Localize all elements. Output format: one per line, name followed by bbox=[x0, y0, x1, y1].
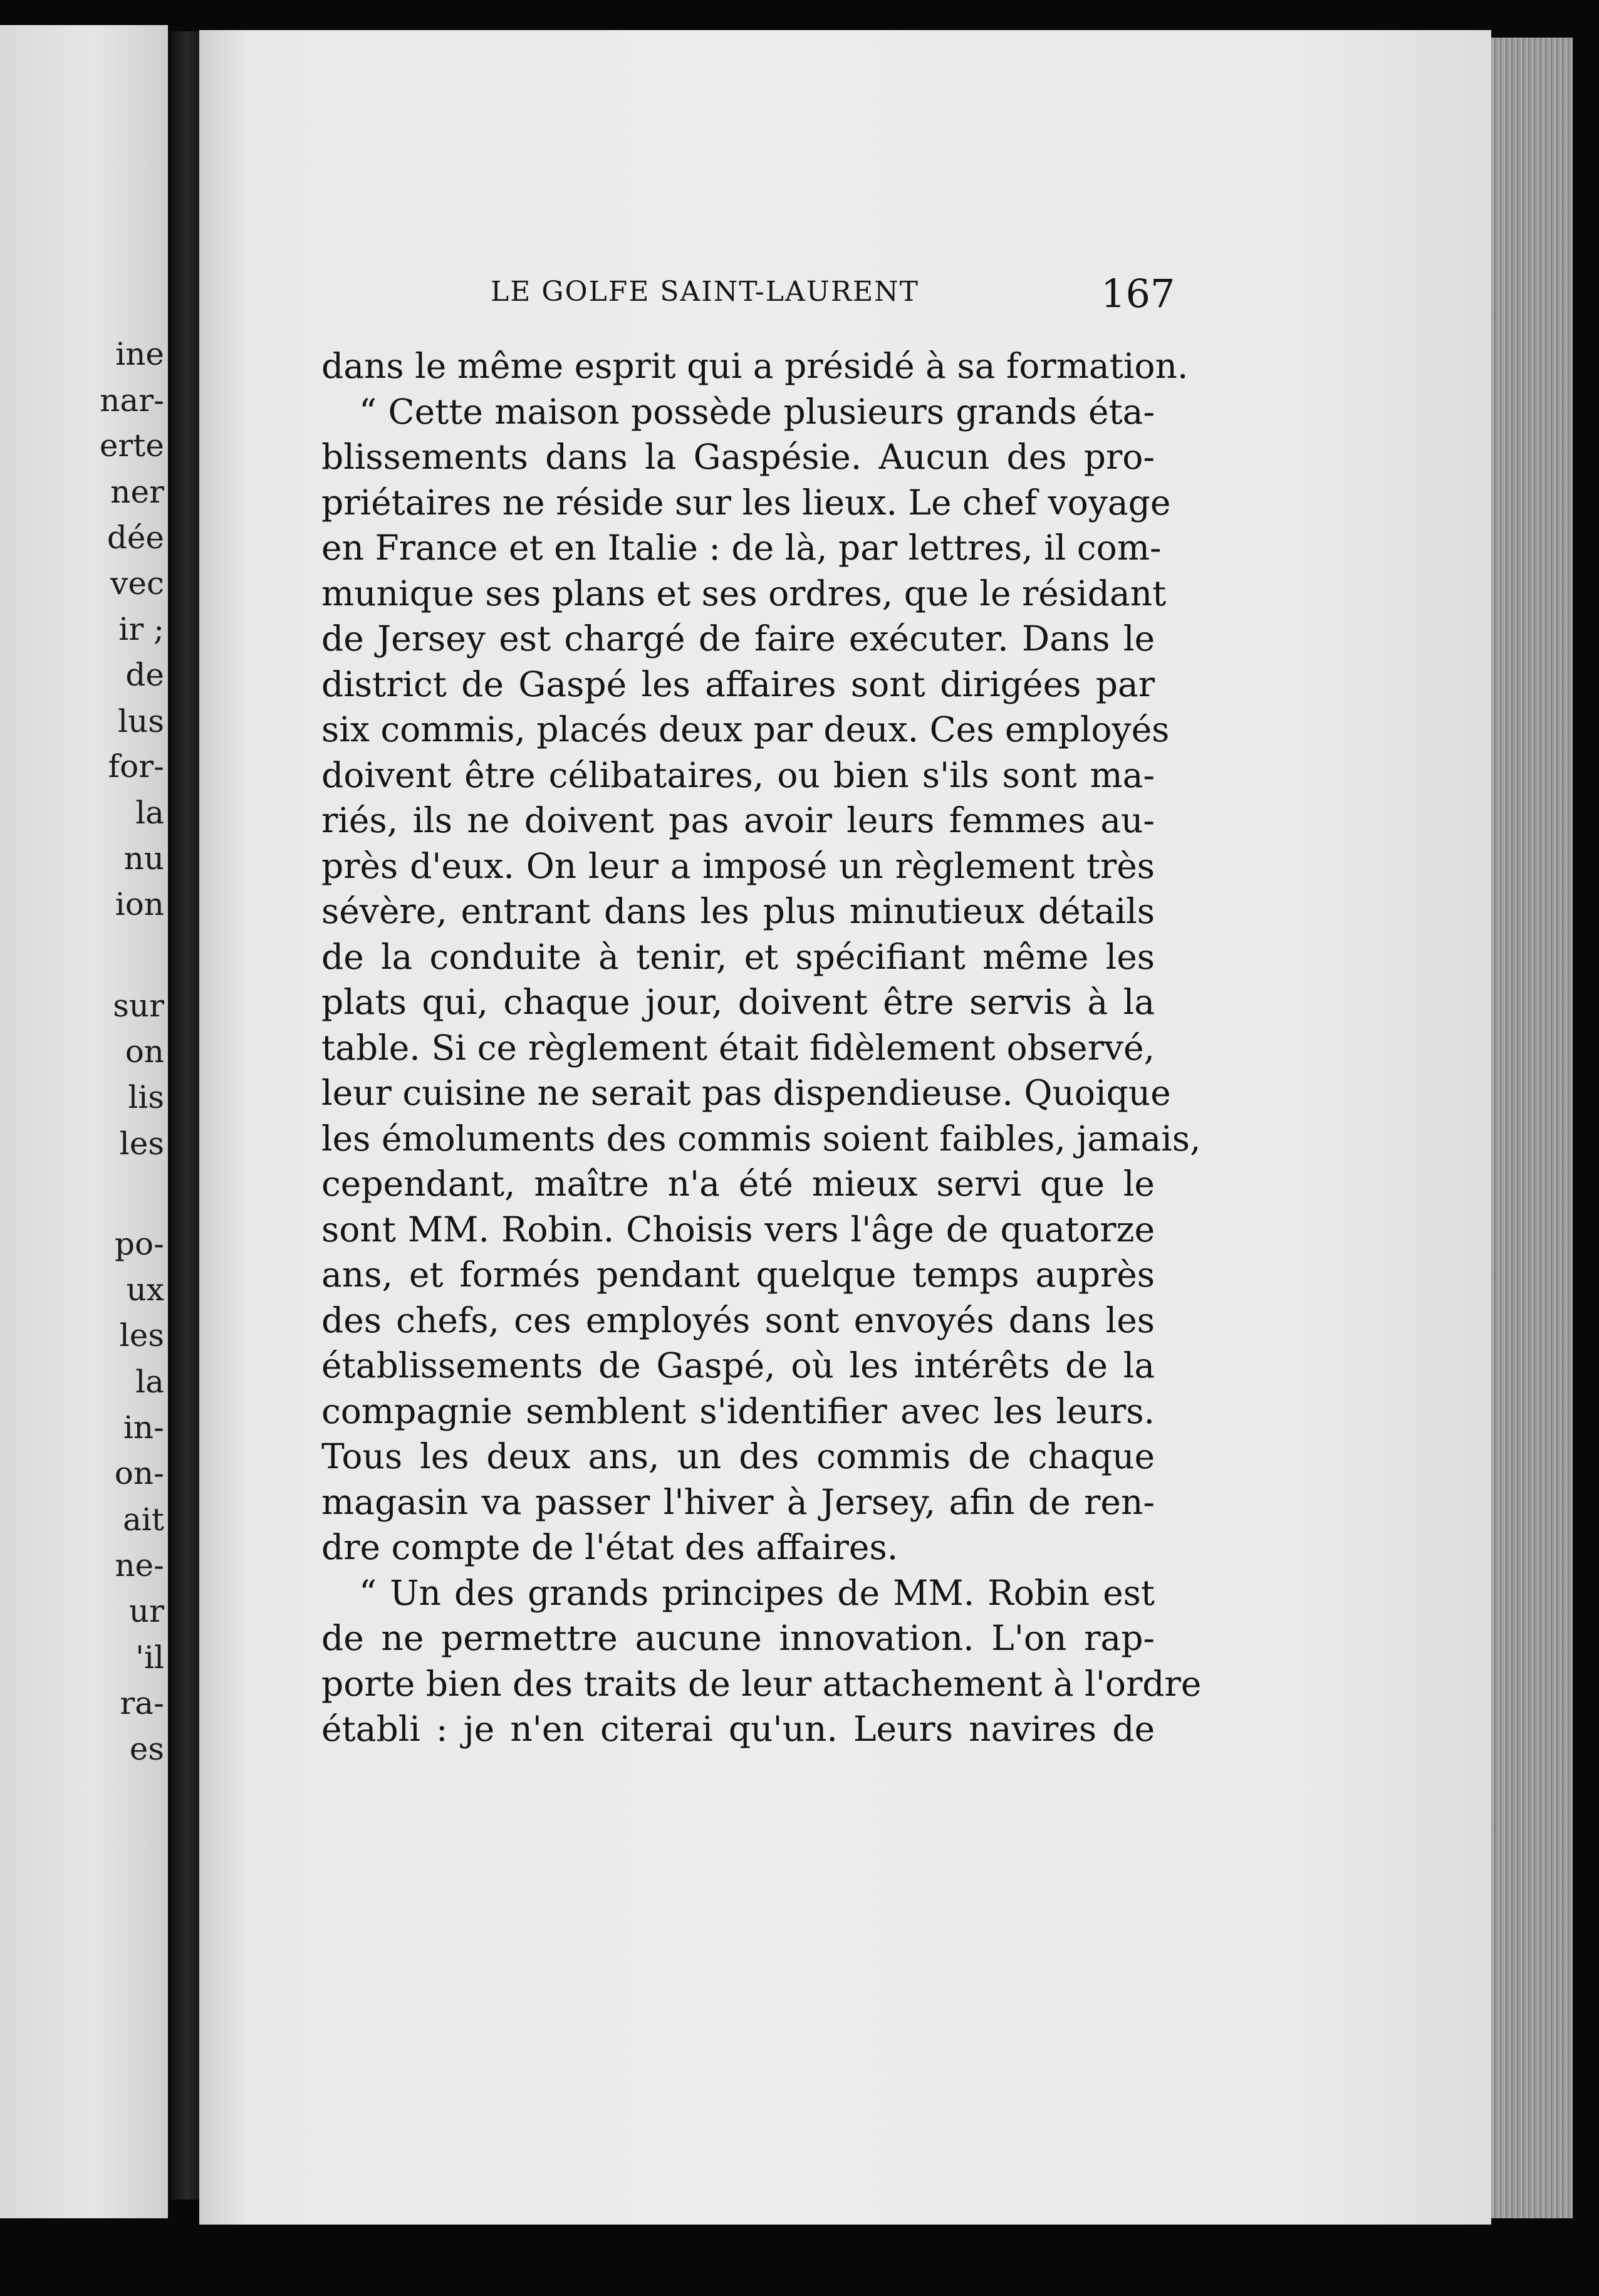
text-line: plats qui, chaque jour, doivent être servis à la bbox=[321, 982, 1155, 1022]
text-line: des chefs, ces employés sont envoyés dans les bbox=[321, 1300, 1155, 1340]
fragment-line: ra- bbox=[120, 1685, 164, 1721]
fragment-line: in- bbox=[123, 1409, 164, 1446]
text-line: de ne permettre aucune innovation. L'on rap- bbox=[321, 1618, 1155, 1658]
fragment-line: la bbox=[135, 1364, 164, 1400]
text-line: “ Cette maison possède plusieurs grands éta- bbox=[359, 391, 1155, 432]
running-title: LE GOLFE SAINT-LAURENT bbox=[491, 276, 919, 308]
text-line: en France et en Italie : de là, par lettres, il com- bbox=[321, 528, 1162, 568]
text-line: cependant, maître n'a été mieux servi que le bbox=[321, 1164, 1155, 1204]
text-line: porte bien des traits de leur attachement à l'ordre bbox=[321, 1663, 1202, 1704]
text-line: sont MM. Robin. Choisis vers l'âge de quatorze bbox=[321, 1209, 1155, 1250]
text-line: “ Un des grands principes de MM. Robin est bbox=[359, 1572, 1155, 1613]
fragment-line: 'il bbox=[135, 1639, 164, 1676]
text-line: ans, et formés pendant quelque temps auprès bbox=[321, 1255, 1155, 1295]
fragment-line: vec bbox=[110, 565, 164, 602]
text-line: de la conduite à tenir, et spécifiant même les bbox=[321, 936, 1155, 977]
text-line: priétaires ne réside sur les lieux. Le chef voyage bbox=[321, 482, 1171, 523]
text-line: table. Si ce règlement était fidèlement observé, bbox=[321, 1027, 1155, 1068]
previous-page bbox=[0, 25, 168, 2218]
text-line: riés, ils ne doivent pas avoir leurs femmes au- bbox=[321, 800, 1155, 840]
fragment-line: ur bbox=[128, 1593, 164, 1629]
text-line: près d'eux. On leur a imposé un règlement très bbox=[321, 845, 1155, 886]
fragment-line: ne- bbox=[115, 1547, 164, 1584]
text-line: leur cuisine ne serait pas dispendieuse. Quoique bbox=[321, 1073, 1171, 1113]
fragment-line: de bbox=[125, 657, 164, 693]
fragment-line: erte bbox=[99, 427, 164, 464]
fragment-line: les bbox=[119, 1317, 164, 1354]
fragment-line: on- bbox=[114, 1455, 164, 1491]
text-line: établi : je n'en citerai qu'un. Leurs navires de bbox=[321, 1709, 1155, 1749]
page-number: 167 bbox=[1101, 271, 1175, 316]
fragment-line: nu bbox=[123, 840, 164, 877]
fragment-line: ait bbox=[123, 1501, 164, 1538]
fragment-line: on bbox=[125, 1033, 164, 1070]
fragment-line: ion bbox=[115, 886, 164, 922]
page-edges bbox=[1491, 38, 1573, 2218]
fragment-line: nar- bbox=[100, 382, 164, 419]
text-line: sévère, entrant dans les plus minutieux détails bbox=[321, 891, 1155, 931]
fragment-line: po- bbox=[114, 1226, 164, 1262]
text-line: munique ses plans et ses ordres, que le résidant bbox=[321, 573, 1167, 613]
text-line: six commis, placés deux par deux. Ces employés bbox=[321, 709, 1170, 749]
fragment-line: la bbox=[135, 795, 164, 831]
text-line: doivent être célibataires, ou bien s'ils sont ma- bbox=[321, 754, 1155, 795]
text-line: établissements de Gaspé, où les intérêts de la bbox=[321, 1345, 1155, 1385]
fragment-line: lus bbox=[118, 703, 164, 739]
text-line: magasin va passer l'hiver à Jersey, afin de ren- bbox=[321, 1481, 1155, 1522]
fragment-line: ine bbox=[115, 336, 164, 372]
fragment-line: lis bbox=[128, 1079, 164, 1115]
text-line: de Jersey est chargé de faire exécuter. Dans le bbox=[321, 618, 1155, 659]
fragment-line: for- bbox=[108, 748, 164, 785]
book-spine-shadow bbox=[168, 31, 199, 2199]
fragment-line: dée bbox=[107, 519, 164, 556]
text-line: dre compte de l'état des affaires. bbox=[321, 1527, 898, 1567]
fragment-line: les bbox=[119, 1125, 164, 1162]
text-line: compagnie semblent s'identifier avec les leurs. bbox=[321, 1391, 1155, 1431]
fragment-line: ir ; bbox=[118, 611, 164, 647]
fragment-line: ner bbox=[110, 474, 164, 510]
text-line: les émoluments des commis soient faibles, jamais, bbox=[321, 1118, 1201, 1159]
fragment-line: es bbox=[129, 1731, 164, 1767]
fragment-line: ux bbox=[126, 1271, 164, 1308]
text-line: blissements dans la Gaspésie. Aucun des pro- bbox=[321, 437, 1155, 477]
page-body-text bbox=[321, 343, 1202, 1752]
text-line: Tous les deux ans, un des commis de chaque bbox=[321, 1436, 1155, 1476]
fragment-line: sur bbox=[113, 988, 164, 1024]
text-line: dans le même esprit qui a présidé à sa formation. bbox=[321, 346, 1189, 386]
text-line: district de Gaspé les affaires sont dirigées par bbox=[321, 664, 1155, 704]
